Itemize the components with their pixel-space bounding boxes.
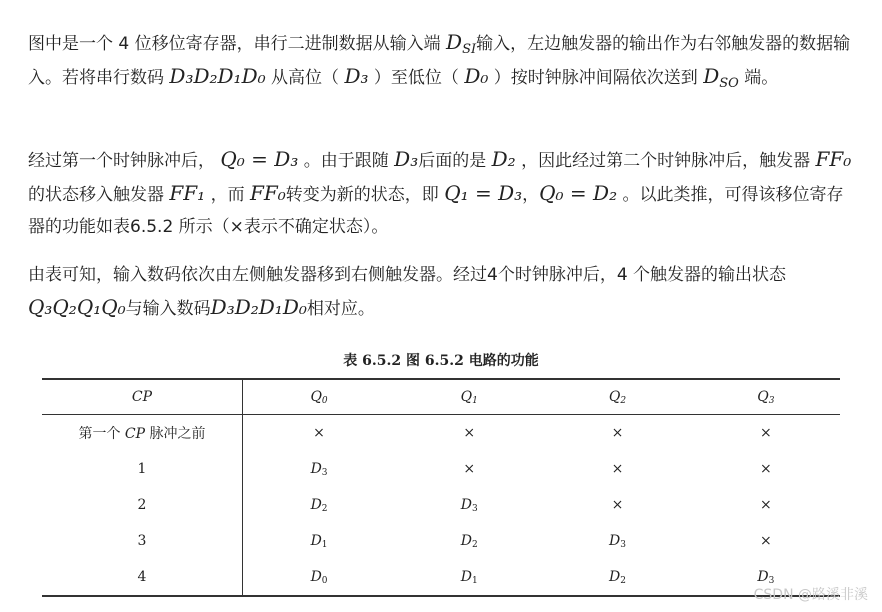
text: 与输入数码 [125,299,211,319]
math-q0-eq-d2: Q₀ = D₂ [539,181,618,205]
text: 输入，左边触发器的输出作为右邻触发器的数据输入。若将串行数码 [28,34,851,88]
cell: $D_1$ [460,569,478,586]
cell: $D_2$ [609,569,627,586]
header-cp: CP [42,379,243,415]
text: 图中是一个 4 位移位寄存器，串行二进制数据从输入端 [28,34,447,54]
table-header-row [42,379,840,415]
header-q0: $Q_0$ [310,389,328,406]
math-dso: $D_{SO}$ [703,64,739,91]
cell: $D_3$ [757,569,775,586]
text: ，因此经过第二个时钟脉冲后，触发器 [515,151,816,171]
text: 经过第一个时钟脉冲后， [28,151,221,171]
table-row [42,559,840,596]
table-row [42,451,840,487]
text: ，而 [205,185,250,205]
text: ）按时钟脉冲间隔依次送到 [488,68,704,88]
header-q1: $Q_1$ [460,389,478,406]
table-title: 表 6.5.2 图 6.5.2 电路的功能 [343,353,539,369]
function-table [42,378,840,597]
cell: $D_2$ [460,533,478,550]
math-d3: D₃ [344,64,369,88]
cell: × [759,425,772,441]
math-ff1: FF₁ [169,181,206,205]
math-d0: D₀ [464,64,489,88]
text: 。由于跟随 [298,151,395,171]
math-q0-eq-d3: Q₀ = D₃ [220,147,299,171]
cell: × [611,461,624,477]
row-label: 第一个 CP 脉冲之前 [42,415,243,452]
math-q1-eq-d3: Q₁ = D₃ [444,181,523,205]
math-d3d2d1d0: D₃D₂D₁D₀ [210,295,307,319]
cell: × [759,461,772,477]
text: ）至低位（ [368,68,465,88]
cell: $D_3$ [460,497,478,514]
row-label: 1 [42,451,243,487]
math-d3d2d1d0: D₃D₂D₁D₀ [169,64,266,88]
cell: × [313,425,325,441]
table-row [42,487,840,523]
cell: × [611,497,624,513]
header-q2: $Q_2$ [608,389,627,406]
text: 的状态移入触发器 [28,185,170,205]
cell: × [463,425,476,441]
table-row [42,415,840,452]
cell: $D_3$ [310,461,328,478]
cell: $D_0$ [310,569,328,586]
watermark: CSDN @路溪非溪 [753,587,868,603]
row-label: 3 [42,523,243,559]
cell: $D_2$ [310,497,328,514]
cell: × [611,425,624,441]
text: 相对应。 [306,299,375,319]
cell: × [759,497,772,513]
text: ， [522,185,540,205]
paragraph-first-clock [28,143,858,243]
row-label: 2 [42,487,243,523]
table-row [42,523,840,559]
math-q3q2q1q0: Q₃Q₂Q₁Q₀ [28,295,126,319]
header-q3: $Q_3$ [757,389,775,406]
math-d3: D₃ [394,147,419,171]
text: 。以此类推，可得该移位寄存 器的功能如表6.5.2 所示（×表示不确定状态）。 [28,185,844,237]
text: 后面的是 [418,151,492,171]
math-ff0: FF₀ [815,147,852,171]
text: 从高位（ [265,68,345,88]
math-dsi: $D_{SI}$ [446,30,477,57]
text: 端。 [738,68,779,88]
text: 由表可知，输入数码依次由左侧触发器移到右侧触发器。经过4个时钟脉冲后，4 个触发器的输出状态 [28,265,787,285]
paragraph-intro [28,26,858,94]
math-d2: D₂ [491,147,516,171]
cell: × [759,533,772,549]
text: 转变为新的状态，即 [285,185,445,205]
cell: $D_3$ [609,533,627,550]
cell: × [463,461,476,477]
math-ff0: FF₀ [250,181,286,205]
row-label: 4 [42,559,243,596]
cell: $D_1$ [310,533,328,550]
paragraph-conclusion [28,259,858,325]
